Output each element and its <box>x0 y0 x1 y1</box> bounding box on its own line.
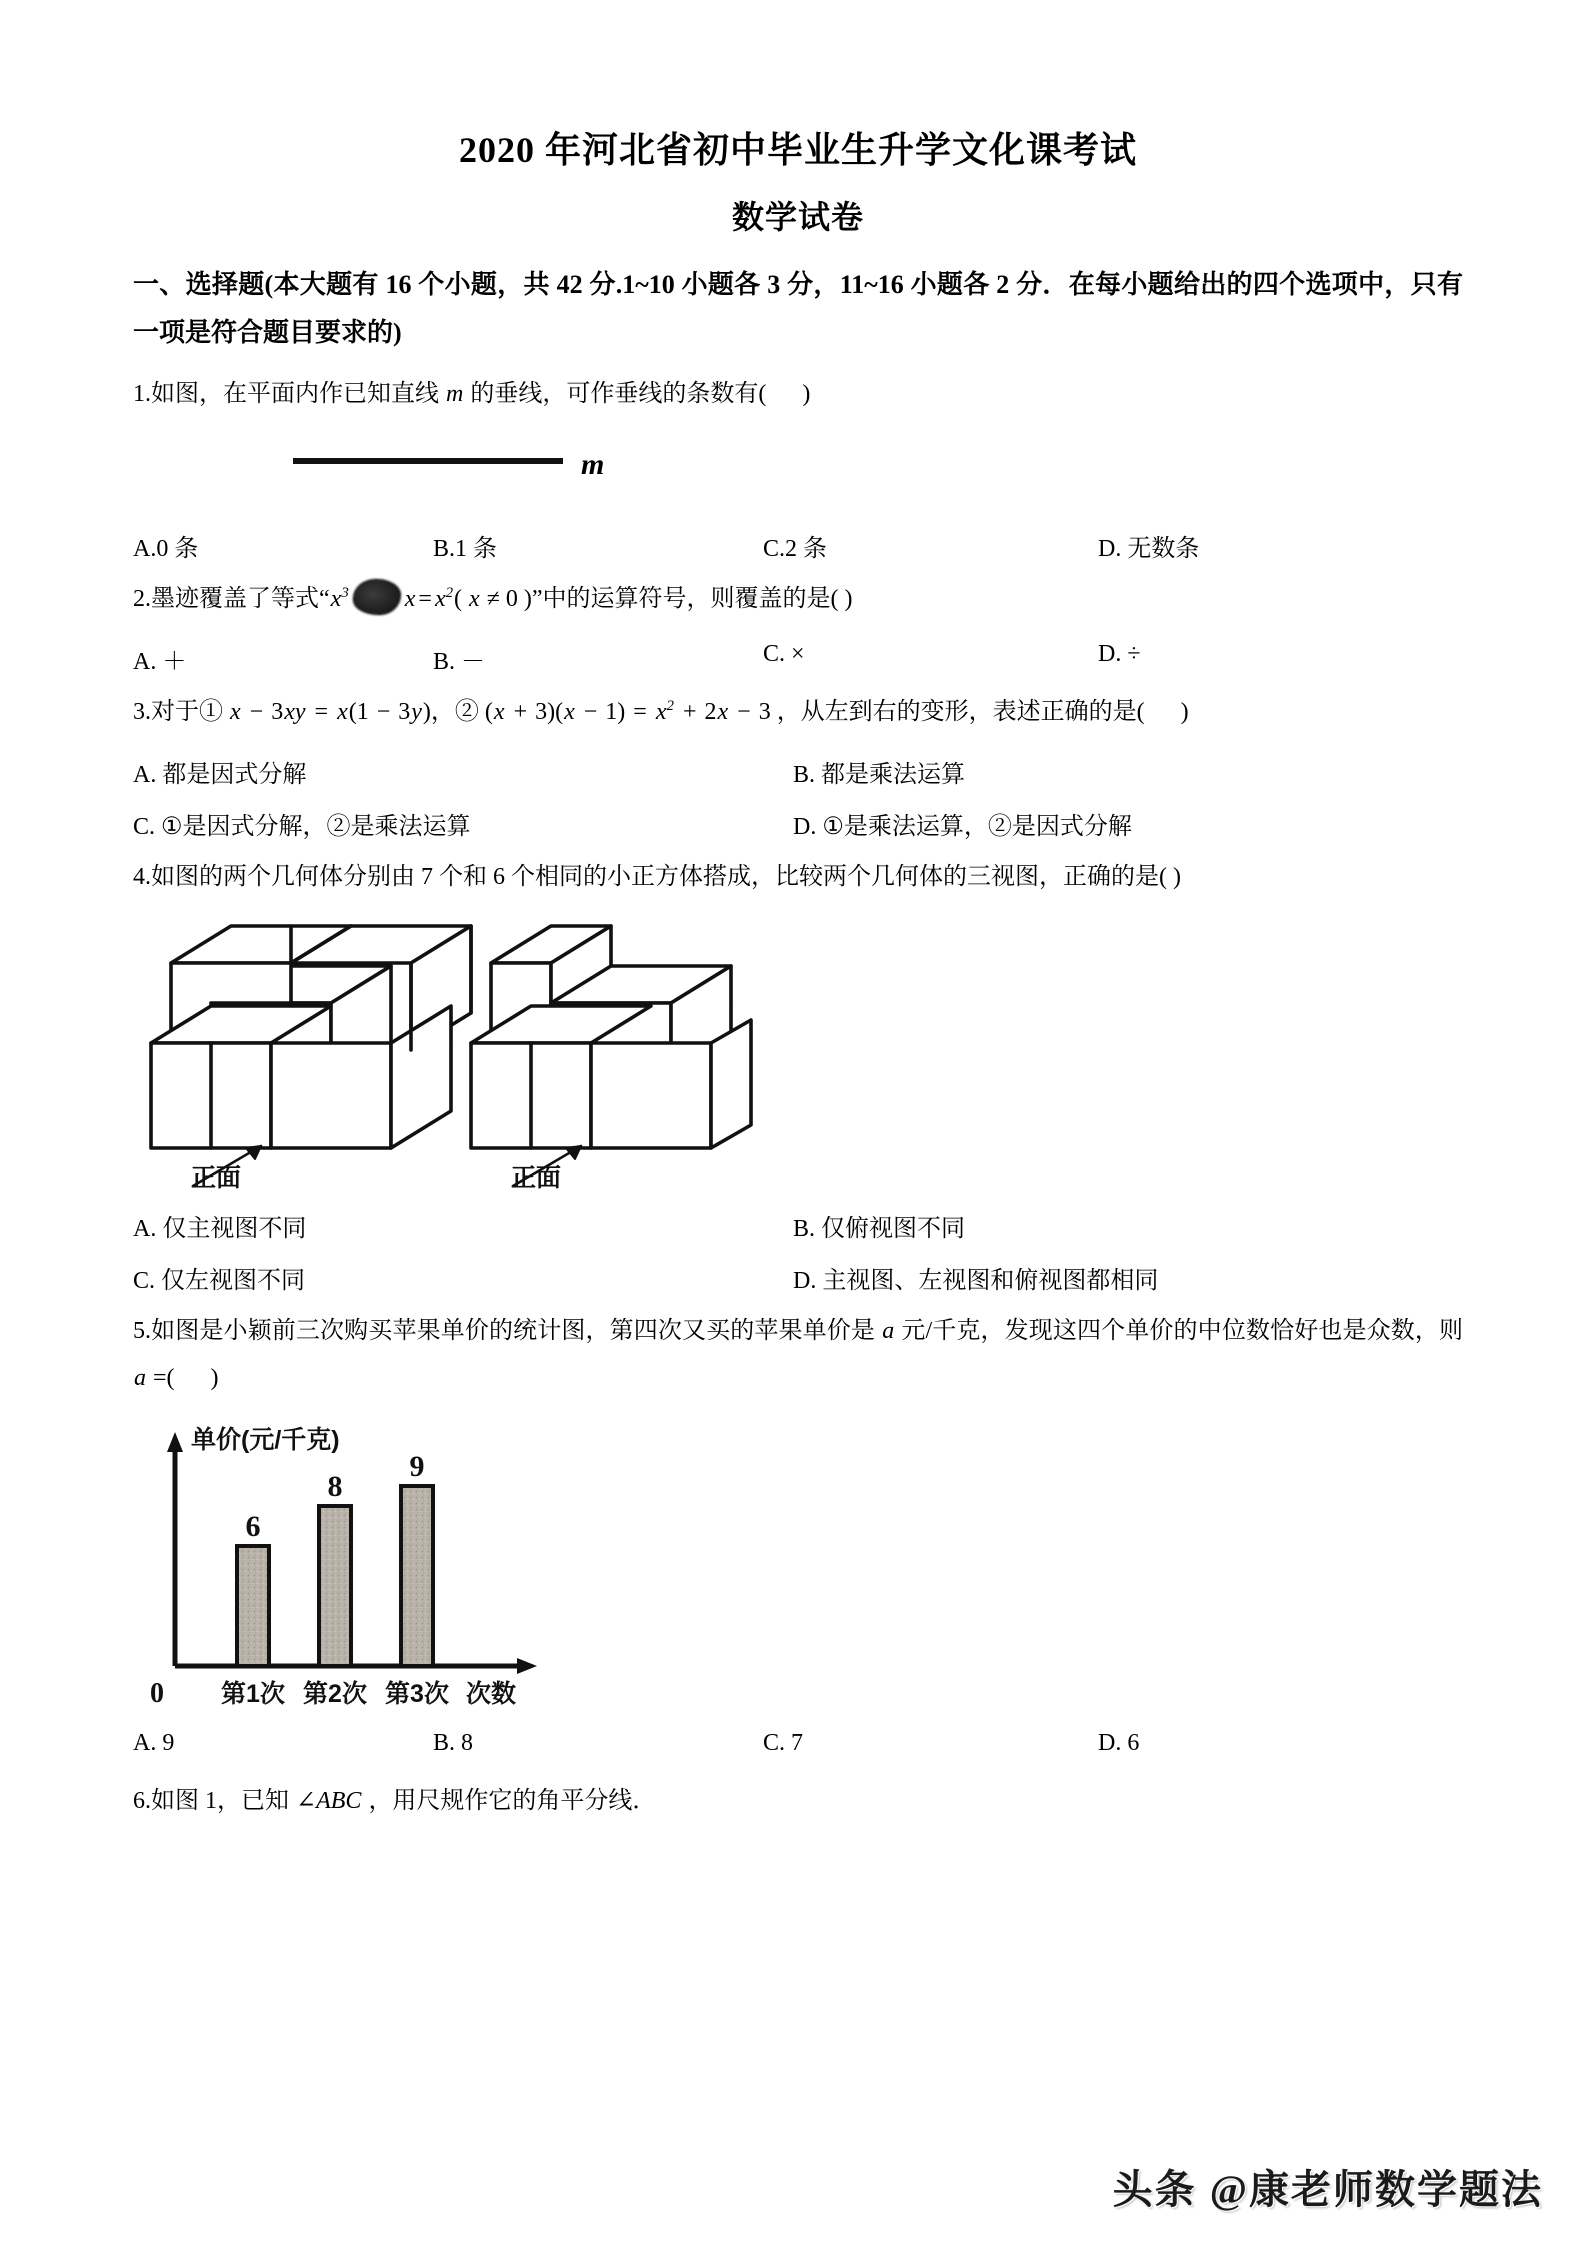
y-axis-label: 单价(元/千克) <box>191 1425 340 1454</box>
bar-value-1: 6 <box>245 1509 261 1543</box>
line-label-m: m <box>581 447 605 481</box>
question-5-text: 如图是小颖前三次购买苹果单价的统计图，第四次又买的苹果单价是 a 元/千克，发现这四个单价的中位数恰好也是众数，则 a =( ) <box>134 1318 1463 1392</box>
question-2-stem: 2.墨迹覆盖了等式“$x^3$ $x = x^2$( x ≠ 0 )”中的运算符号，则覆盖的是( ) <box>133 576 1463 623</box>
question-1-number: 1. <box>133 381 151 408</box>
option-1-b[interactable]: B.1 条 <box>433 535 498 562</box>
option-3-a[interactable]: A. 都是因式分解 <box>133 761 307 788</box>
question-1-stem <box>133 371 1463 418</box>
question-4-options-row2 <box>133 1260 1463 1294</box>
question-1-text: 如图，在平面内作已知直线 m 的垂线，可作垂线的条数有( ) <box>151 381 811 408</box>
option-1-c[interactable]: C.2 条 <box>763 535 828 562</box>
question-4-number: 4. <box>133 863 151 890</box>
question-4-options-row1 <box>133 1208 1463 1242</box>
bar-2 <box>319 1506 351 1666</box>
category-label-3: 第3次 <box>385 1679 449 1708</box>
option-1-d[interactable]: D. 无数条 <box>1098 535 1200 562</box>
x-axis-label: 次数 <box>465 1679 517 1708</box>
watermark-at-symbol: @ <box>1209 2167 1249 2212</box>
option-5-d[interactable]: D. 6 <box>1098 1729 1140 1756</box>
question-1-options <box>133 528 1463 562</box>
page-content <box>133 0 1463 1825</box>
section-heading: 一、选择题(本大题有 16 个小题，共 42 分.1~10 小题各 3 分，11~16 小题各 2 分．在每小题给出的四个选项中，只有一项是符合题目要求的) <box>133 270 1463 348</box>
bar-value-2: 8 <box>327 1469 343 1503</box>
question-5-figure <box>133 1412 1463 1712</box>
question-2-text-post: ”中的运算符号，则覆盖的是( ) <box>531 585 853 612</box>
option-4-b[interactable]: B. 仅俯视图不同 <box>793 1216 966 1243</box>
question-3-options-row1 <box>133 754 1463 788</box>
bar-1 <box>237 1546 269 1666</box>
option-4-c[interactable]: C. 仅左视图不同 <box>133 1268 306 1295</box>
front-label-right: 正面 <box>511 1164 562 1191</box>
question-4-text: 如图的两个几何体分别由 7 个和 6 个相同的小正方体搭成，比较两个几何体的三视图，正确的是( ) <box>151 863 1181 890</box>
option-1-a[interactable]: A.0 条 <box>133 535 199 562</box>
question-3-number: 3. <box>133 698 151 725</box>
category-label-2: 第2次 <box>303 1679 367 1708</box>
watermark-prefix: 头条 <box>1112 2168 1197 2212</box>
bar-3 <box>401 1486 433 1666</box>
option-5-a[interactable]: A. 9 <box>133 1729 175 1756</box>
page-title: 2020 年河北省初中毕业生升学文化课考试 <box>458 130 1137 170</box>
question-4-stem <box>133 854 1463 901</box>
page-subtitle: 数学试卷 <box>731 199 864 235</box>
option-2-b[interactable]: B. － <box>433 648 486 675</box>
option-3-c[interactable]: C. ①是因式分解，②是乘法运算 <box>133 813 471 840</box>
question-2-expr-b: x <box>404 585 416 612</box>
option-5-b[interactable]: B. 8 <box>433 1729 474 1756</box>
option-2-a[interactable]: A. ＋ <box>133 648 187 675</box>
option-2-d[interactable]: D. ÷ <box>1098 640 1141 667</box>
option-5-c[interactable]: C. 7 <box>763 1729 804 1756</box>
straight-line-shape <box>293 458 563 464</box>
question-4-figure <box>133 908 1463 1190</box>
front-label-left: 正面 <box>191 1164 242 1191</box>
origin-label: 0 <box>150 1677 164 1709</box>
question-3-text: 对于① x − 3xy = x(1 − 3y)，② $(x + 3)(x - 1) = x^2 + 2x - 3$ ，从左到右的变形，表述正确的是( ) <box>151 697 1189 725</box>
question-6-text: 如图 1，已知 ∠ABC ，用尺规作它的角平分线． <box>151 1787 657 1814</box>
question-6-stem <box>133 1778 1463 1825</box>
question-5-number: 5. <box>133 1318 151 1345</box>
option-4-d[interactable]: D. 主视图、左视图和俯视图都相同 <box>793 1268 1159 1295</box>
question-2-options <box>133 641 1463 675</box>
question-6-number: 6. <box>133 1787 151 1814</box>
ink-blot-icon <box>354 580 400 614</box>
question-2-condition: ( x ≠ 0 ) <box>454 585 532 612</box>
option-3-b[interactable]: B. 都是乘法运算 <box>793 761 966 788</box>
question-5-options <box>133 1730 1463 1764</box>
question-5-stem <box>133 1308 1463 1402</box>
category-label-1: 第1次 <box>221 1679 285 1708</box>
x-axis-arrow <box>517 1658 537 1674</box>
question-2-number: 2. <box>133 585 151 612</box>
cube-stacks-diagram <box>133 908 753 1190</box>
question-3-options-row2 <box>133 806 1463 840</box>
question-2-text-pre: 墨迹覆盖了等式“ <box>151 585 330 612</box>
question-2-expr-a: $x^3$ <box>330 584 349 612</box>
question-1-figure <box>133 432 1463 510</box>
question-3-stem <box>133 689 1463 736</box>
watermark-handle: 康老师数学题法 <box>1249 2168 1543 2212</box>
y-axis-arrow <box>167 1432 183 1452</box>
apple-price-bar-chart <box>133 1412 573 1712</box>
question-2-expr-c: $x^2$ <box>434 584 454 612</box>
watermark <box>1113 2158 1543 2215</box>
bar-value-3: 9 <box>409 1449 425 1483</box>
option-3-d[interactable]: D. ①是乘法运算，②是因式分解 <box>793 813 1132 840</box>
option-2-c[interactable]: C. × <box>763 640 805 667</box>
option-4-a[interactable]: A. 仅主视图不同 <box>133 1216 307 1243</box>
